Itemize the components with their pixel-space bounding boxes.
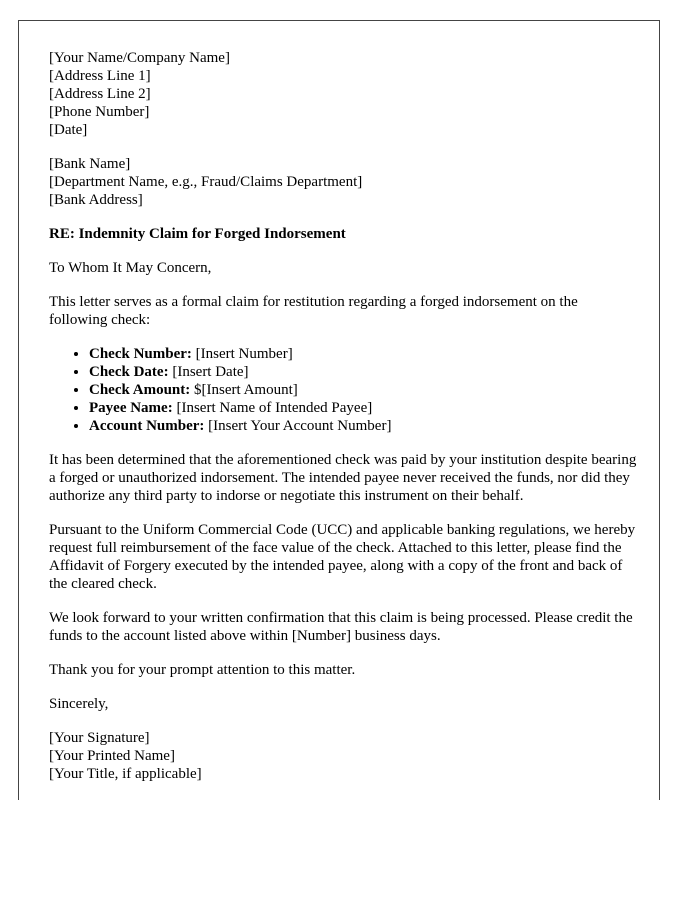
sender-address-line-1: [Address Line 1]	[49, 68, 151, 84]
detail-label: Check Amount:	[89, 382, 191, 398]
detail-value: [Insert Number]	[191, 346, 293, 362]
signature-block	[49, 729, 639, 783]
letter-date: [Date]	[49, 122, 88, 138]
letter-body	[49, 49, 639, 799]
detail-value: $[Insert Amount]	[190, 382, 298, 398]
detail-label: Check Date:	[89, 364, 169, 380]
detail-label: Payee Name:	[89, 400, 173, 416]
list-item-check-number	[89, 345, 639, 363]
detail-label: Account Number:	[89, 418, 205, 434]
detail-value: [Insert Your Account Number]	[204, 418, 392, 434]
detail-value: [Insert Name of Intended Payee]	[172, 400, 373, 416]
paragraph-determination: It has been determined that the aforementioned check was paid by your institution despite bearing a forged or unauthorized indorsement. The intended payee never received the funds, nor did they authorize any third party to indorse or negotiate this instrument on their behalf.	[49, 452, 637, 504]
closing: Sincerely,	[49, 696, 109, 712]
detail-value: [Insert Date]	[168, 364, 249, 380]
list-item-check-date	[89, 363, 639, 381]
bank-name: [Bank Name]	[49, 156, 131, 172]
paragraph-confirmation: We look forward to your written confirmation that this claim is being processed. Please credit the funds to the account listed above within [Number] business days.	[49, 610, 633, 644]
recipient-block	[49, 155, 639, 209]
department-name: [Department Name, e.g., Fraud/Claims Department]	[49, 174, 363, 190]
letter-page	[18, 20, 660, 800]
paragraph-reimbursement: Pursuant to the Uniform Commercial Code (UCC) and applicable banking regulations, we hereby request full reimbursement of the face value of the check. Attached to this letter, please find the Affidavit of Forgery executed by the intended payee, along with a copy of the front and back of the cleared check.	[49, 522, 636, 592]
subject-line: RE: Indemnity Claim for Forged Indorsement	[49, 226, 346, 242]
sender-name: [Your Name/Company Name]	[49, 50, 230, 66]
signer-title: [Your Title, if applicable]	[49, 766, 202, 782]
bank-address: [Bank Address]	[49, 192, 143, 208]
salutation: To Whom It May Concern,	[49, 260, 212, 276]
intro-paragraph: This letter serves as a formal claim for restitution regarding a forged indorsement on the following check:	[49, 294, 578, 328]
list-item-check-amount	[89, 381, 639, 399]
detail-label: Check Number:	[89, 346, 192, 362]
check-details-list	[49, 345, 639, 435]
list-item-payee-name	[89, 399, 639, 417]
sender-block	[49, 49, 639, 139]
printed-name: [Your Printed Name]	[49, 748, 175, 764]
signature-line: [Your Signature]	[49, 730, 150, 746]
sender-address-line-2: [Address Line 2]	[49, 86, 151, 102]
paragraph-thanks: Thank you for your prompt attention to this matter.	[49, 662, 356, 678]
list-item-account-number	[89, 417, 639, 435]
sender-phone: [Phone Number]	[49, 104, 150, 120]
